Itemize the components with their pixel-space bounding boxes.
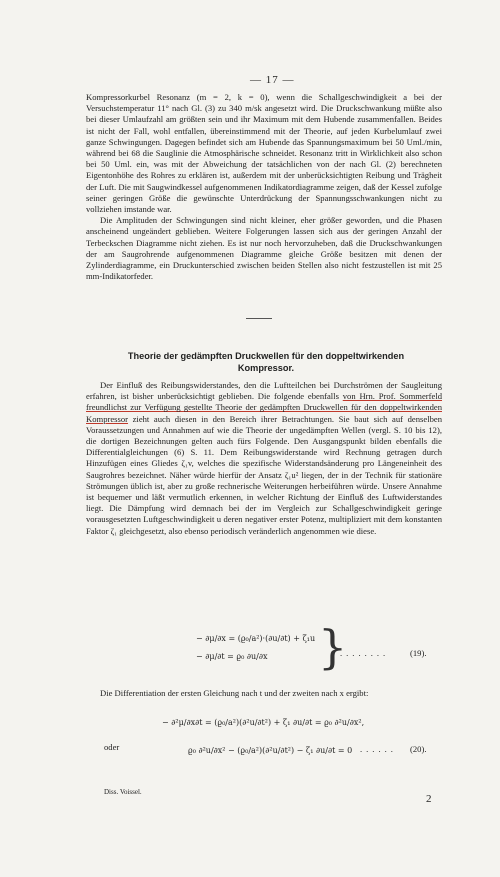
leader-dots: ........ bbox=[340, 648, 390, 658]
theory-text-start: Der Einfluß des Reibungswiderstandes, den die Luftteilchen bei Durchströmen der Saugleitung erfahren, ist bisher unberücksichtigt geblieben. Die folgende ebenfalls bbox=[86, 380, 442, 402]
equation-intermediate: − ∂²μ/∂x∂t = (ϱ₀/a²)(∂²u/∂t²) + ζ₁ ∂u/∂t = ϱ₀ ∂²u/∂x², bbox=[162, 718, 365, 727]
footer-dissertation: Diss. Voissel. bbox=[104, 788, 142, 796]
equation-19-line-1: − ∂μ/∂x = (ϱ₀/a²)·(∂u/∂t) + ζ₁u bbox=[196, 634, 316, 643]
paragraph-amplitudes: Die Amplituden der Schwingungen sind nicht kleiner, eher größer geworden, und die Phasen anscheinend ungeändert geblieben. Weitere Folgerungen lassen sich aus der geringen Anzahl der Terbeckschen Diagramme nicht ziehen. Es ist nur noch hervorzuheben, daß die Druckschwankungen der am Saugrohrende aufgenommenen Diagramme gleiche Größe besitzen mit denen der Zylinderdiagramme, ein Druckunterschied zwischen beiden Stellen also nicht festzustellen ist mit 25 mm-Indikatorfeder. bbox=[86, 215, 442, 282]
signature-mark: 2 bbox=[426, 793, 432, 805]
brace-symbol: } bbox=[318, 620, 348, 674]
section-heading bbox=[96, 350, 436, 374]
equation-19-number: (19). bbox=[410, 648, 427, 658]
paragraph-resonance bbox=[86, 92, 442, 282]
paragraph-theory bbox=[86, 380, 442, 537]
equation-19-line-2: − ∂μ/∂t = ϱ₀ ∂u/∂x bbox=[196, 652, 268, 661]
paragraph-differentiation bbox=[86, 688, 442, 699]
leader-dots-20: ...... bbox=[360, 744, 397, 754]
heading-line-2: Kompressor. bbox=[237, 363, 295, 373]
page-number: — 17 — bbox=[250, 74, 295, 86]
paragraph-theory-text bbox=[86, 380, 442, 537]
paragraph-text: Kompressorkurbel Resonanz (m = 2, k = 0), wenn die Schallgeschwindigkeit a bei der Versuchstemperatur 11° nach Gl. (3) zu 340 m/sk angesetzt wird. Die Druckschwankung müßte also bei dieser Umlaufzahl am größten sein und ihr Maximum mit dem Hubende zusammenfallen. Beides ist nicht der Fall, wohl entfallen, übereinstimmend mit der Theorie, auf jeden Kurbelumlauf zwei ganze Schwingungen. Dagegen befindet sich am Hubende das Spannungsmaximum bei 50 Uml./min, während bei 68 die Sauglinie die Atmosphärische schneidet. Resonanz tritt in Wirklichkeit also schon bei 50 Uml. ein, was mit der Abweichung der tatsächlichen von der nach Gl. (2) berechneten Eigentonhöhe des Rohres zu erklären ist, außerdem mit der unberücksichtigten Reibung und Trägheit der Luft. Die mit Saugwindkessel aufgenommenen Indikatordiagramme zeigen, daß der Kessel zufolge seiner geringen Größe die gewünschte Unterdrückung der Spannungsschwankungen nicht zu vollziehen imstande war. bbox=[86, 92, 442, 215]
underlined-attribution: von Hrn. Prof. Sommerfeld freundlichst zur Verfügung gestellte Theorie der gedämpften Druckwellen für den doppeltwirkenden Kompressor bbox=[86, 391, 443, 424]
equation-20: ϱ₀ ∂²u/∂x² − (ϱ₀/a²)(∂²u/∂t²) − ζ₁ ∂u/∂t = 0 bbox=[188, 746, 353, 755]
oder-word: oder bbox=[104, 742, 120, 752]
theory-text-end: zieht auch diesen in den Bereich ihrer Betrachtungen. Sie baut sich auf denselben Voraussetzungen und Annahmen auf wie die Theorie der ungedämpften Wellen (vergl. S. 10 bis 12), die dortigen Bezeichnungen gelten auch fürs Folgende. Den Ausgangspunkt bilden ebenfalls die Differentialgleichungen (6) S. 11. Dem Reibungswiderstande wird Rechnung getragen durch Hinzufügen eines Gliedes ζ₁v, welches die spezifische Widerstandsänderung pro Längeneinheit des Saugrohres bezeichnet. Näher würde hierfür der Ansatz ζ₁u² liegen, der in der Technik für stationäre Strömungen üblich ist, aber zu große rechnerische Weiterungen herbeiführen würde. Unsere Annahme ist bequemer und läßt vermutlich erkennen, in welcher Richtung der Einfluß des Luftwiderstandes liegt. Die Dämpfung wird demnach bei der im Vergleich zur Schallgeschwindigkeit geringe vorausgesetzten Luftgeschwindigkeit u deren negativer erster Potenz, multipliziert mit dem konstanten Faktor ζ₁ gleichgesetzt, also ebenso periodisch veränderlich angenommen wie diese. bbox=[86, 413, 442, 536]
paragraph-differentiation-text: Die Differentiation der ersten Gleichung nach t und der zweiten nach x ergibt: bbox=[100, 688, 369, 698]
section-separator bbox=[246, 318, 272, 319]
heading-line-1: Theorie der gedämpften Druckwellen für den doppeltwirkenden bbox=[127, 351, 405, 361]
equation-20-number: (20). bbox=[410, 744, 427, 754]
